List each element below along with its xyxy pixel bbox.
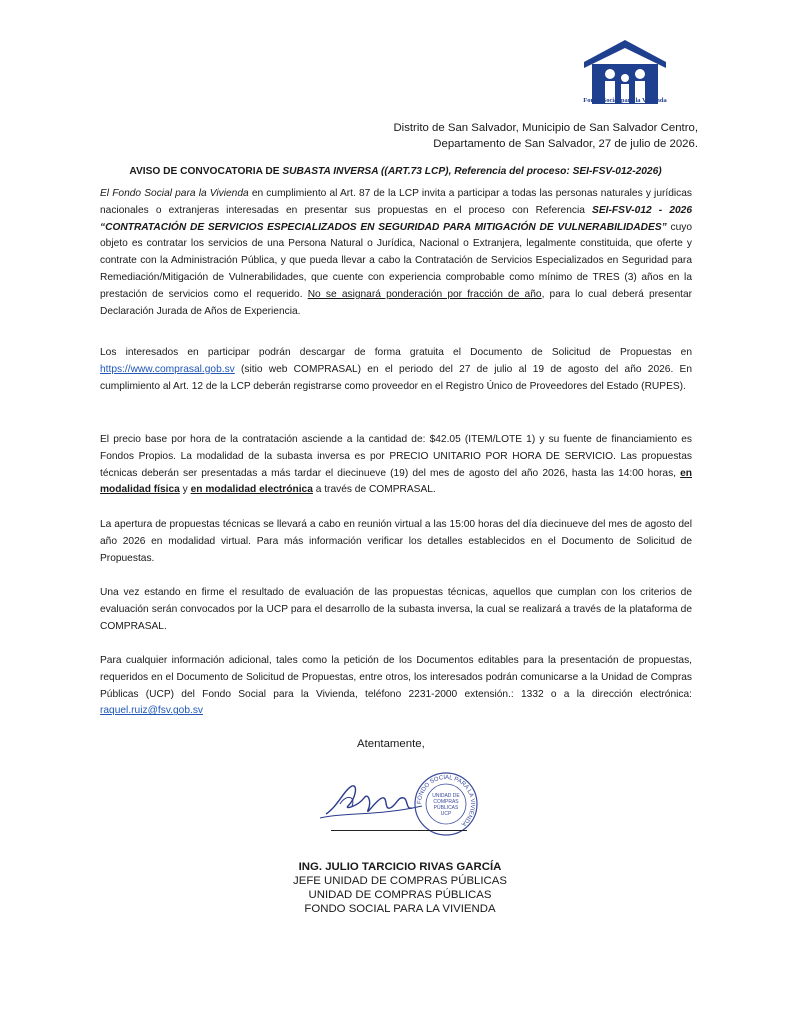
paragraph-evaluation: Una vez estando en firme el resultado de evaluación de las propuestas técnicas, aquellos que cumplan con los criterios de evaluación serán convocados por la UCP para el desarrollo de la subasta inversa, la cual se realizará a través de la plataforma de COMPRASAL. (100, 587, 692, 632)
paragraph-invitation (100, 186, 692, 320)
seal-line-1: UNIDAD DE (432, 793, 460, 799)
signature-line (331, 830, 467, 831)
p3-text-c: a través de COMPRASAL. (312, 484, 436, 496)
paragraph-contact (100, 653, 692, 720)
p3-text-b: y (179, 484, 191, 496)
contact-email-link[interactable]: raquel.ruiz@fsv.gob.sv (100, 705, 204, 717)
closing-salutation: Atentamente, (357, 738, 425, 750)
p3-text-a: El precio base por hora de la contratación asciende a la cantidad de: $42.05 (ITEM/LOTE 1) y su fuente de financiamiento es Fondos Propios. La modalidad de la subasta inversa es por PRECIO UNITARIO POR HORA DE SERVICIO. Las propuestas técnicas deberán ser presentadas a más tardar el diecinueve (19) del mes de agosto del año 2026, hasta las 14:00 horas, (100, 434, 692, 479)
date-line-1: Distrito de San Salvador, Municipio de San Salvador Centro, (393, 122, 698, 134)
p3-physical-mode: en modalidad física (100, 467, 692, 496)
paragraph-opening: La apertura de propuestas técnicas se llevará a cabo en reunión virtual a las 15:00 horas del día diecinueve del mes de agosto del año 2026 en modalidad virtual. Para más información verificar los detalles establecidos en el Documento de Solicitud de Propuestas. (100, 519, 692, 564)
date-location-block (393, 120, 698, 152)
signer-title-3: FONDO SOCIAL PARA LA VIVIENDA (304, 903, 496, 915)
signer-block (250, 860, 550, 916)
p1-text-a: en cumplimiento al Art. 87 de la LCP invita a participar a todas las personas naturales y jurídicas nacionales o extranjeras interesadas en presentar sus propuestas en el proceso con Referencia (100, 188, 692, 216)
seal-line-4: UCP (440, 811, 452, 817)
notice-title (100, 166, 691, 177)
logo-caption: Fondo Social para la Vivienda (583, 97, 667, 104)
signer-title-2: UNIDAD DE COMPRAS PÚBLICAS (308, 889, 492, 901)
p6-text: Para cualquier información adicional, tales como la petición de los Documentos editables para la presentación de propuestas, requeridos en el Documento de Solicitud de Propuestas, entre otros, los interesados podrán comunicarse a la Unidad de Compras Públicas (UCP) del Fondo Social para la Vivienda, teléfono 2231-2000 extensión.: 1332 o a la dirección electrónica: (100, 655, 692, 700)
paragraph-price (100, 432, 692, 499)
p2-text-a: Los interesados en participar podrán descargar de forma gratuita el Documento de Solicitud de Propuestas en (100, 347, 692, 358)
seal-line-3: PÚBLICAS (433, 805, 459, 811)
seal-ring-text: FONDO SOCIAL PARA LA VIVIENDA (416, 774, 476, 827)
p1-no-weighting-note: No se asignará ponderación por fracción de año (307, 288, 542, 300)
signer-name: ING. JULIO TARCICIO RIVAS GARCÍA (298, 861, 502, 873)
notice-title-prefix: AVISO DE CONVOCATORIA DE (129, 166, 283, 177)
signer-title-1: JEFE UNIDAD DE COMPRAS PÚBLICAS (293, 875, 507, 887)
p2-text-b: (sitio web COMPRASAL) en el periodo del 27 de julio al 19 de agosto del año 2026. En cumplimiento al Art. 12 de la LCP deberán registrarse como proveedor en el Registro Único de Proveedores del Estado (RUPES). (100, 363, 692, 392)
official-seal-icon (412, 770, 480, 838)
paragraph-download (100, 345, 692, 395)
comprasal-link[interactable]: https://www.comprasal.gob.sv (100, 363, 235, 375)
p3-electronic-mode: en modalidad electrónica (190, 484, 313, 496)
notice-title-italic: SUBASTA INVERSA ((ART.73 LCP), Referencia del proceso: SEI-FSV-012-2026) (282, 166, 662, 177)
date-line-2: Departamento de San Salvador, 27 de julio de 2026. (433, 138, 698, 150)
seal-line-2: COMPRAS (433, 799, 459, 805)
p1-text-c: , para lo cual deberá presentar Declaración Jurada de Años de Experiencia. (100, 288, 693, 317)
p1-process-reference: SEI-FSV-012 - 2026 “CONTRATACIÓN DE SERVICIOS ESPECIALIZADOS EN SEGURIDAD PARA MITIGACIÓN DE VULNERABILIDADES” (100, 204, 692, 233)
p1-fsv-name: El Fondo Social para la Vivienda (100, 188, 249, 199)
p1-text-b: cuyo objeto es contratar los servicios de una Persona Natural o Jurídica, Nacional o Extranjera, legalmente constituida, que oferte y contrate con la Administración Pública, y que pueda llevar a cabo la Contratación de Servicios Especializados en Seguridad para Remediación/Mitigación de Vulnerabilidades, que cuente con experiencia comprobable como mínimo de TRES (3) años en la prestación de servicios como el requerido. (100, 221, 692, 300)
